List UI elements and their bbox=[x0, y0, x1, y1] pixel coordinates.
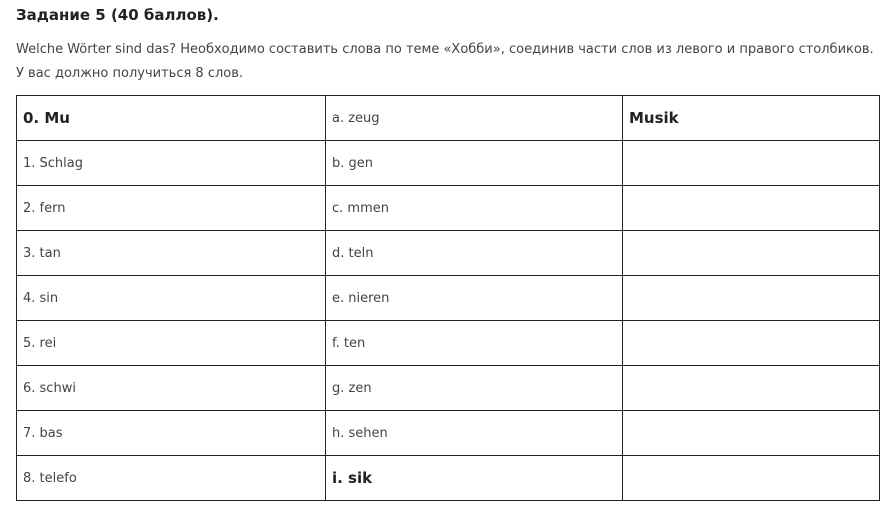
word-parts-table bbox=[16, 95, 880, 501]
right-part-cell: b. gen bbox=[326, 141, 623, 186]
left-part-cell: 4. sin bbox=[17, 276, 326, 321]
answer-cell bbox=[623, 366, 880, 411]
task-instruction: Welche Wörter sind das? Необходимо составить слова по теме «Хобби», соединив части слов из левого и правого столбиков. У вас должно получиться 8 слов. bbox=[16, 42, 874, 81]
right-part-cell: c. mmen bbox=[326, 186, 623, 231]
answer-cell: Musik bbox=[623, 96, 880, 141]
right-part-cell: i. sik bbox=[326, 456, 623, 501]
right-part-cell: e. nieren bbox=[326, 276, 623, 321]
answer-cell bbox=[623, 231, 880, 276]
answer-cell bbox=[623, 276, 880, 321]
right-part-cell: h. sehen bbox=[326, 411, 623, 456]
table-row bbox=[17, 276, 880, 321]
left-part-cell: 8. telefo bbox=[17, 456, 326, 501]
table-row bbox=[17, 96, 880, 141]
answer-cell bbox=[623, 411, 880, 456]
left-part-cell: 6. schwi bbox=[17, 366, 326, 411]
answer-cell bbox=[623, 456, 880, 501]
table-row bbox=[17, 231, 880, 276]
table-row bbox=[17, 321, 880, 366]
left-part-cell: 3. tan bbox=[17, 231, 326, 276]
right-part-cell: g. zen bbox=[326, 366, 623, 411]
task-title: Задание 5 (40 баллов). bbox=[16, 6, 219, 24]
left-part-cell: 7. bas bbox=[17, 411, 326, 456]
table-row bbox=[17, 366, 880, 411]
table-row bbox=[17, 411, 880, 456]
right-part-cell: a. zeug bbox=[326, 96, 623, 141]
left-part-cell: 1. Schlag bbox=[17, 141, 326, 186]
answer-cell bbox=[623, 141, 880, 186]
right-part-cell: d. teln bbox=[326, 231, 623, 276]
left-part-cell: 2. fern bbox=[17, 186, 326, 231]
answer-cell bbox=[623, 186, 880, 231]
left-part-cell: 5. rei bbox=[17, 321, 326, 366]
left-part-cell: 0. Mu bbox=[17, 96, 326, 141]
right-part-cell: f. ten bbox=[326, 321, 623, 366]
table-row bbox=[17, 186, 880, 231]
table-row bbox=[17, 141, 880, 186]
answer-cell bbox=[623, 321, 880, 366]
table-row bbox=[17, 456, 880, 501]
